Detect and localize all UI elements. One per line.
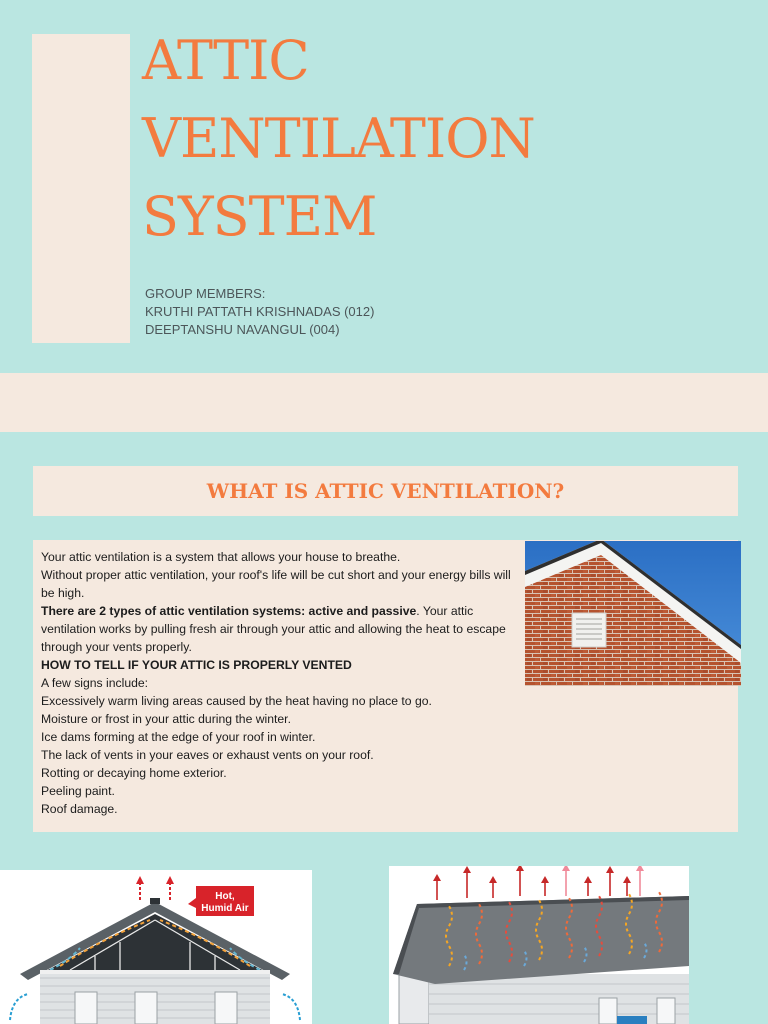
callout-line: Humid Air	[201, 903, 249, 914]
callout-line: Hot,	[215, 891, 235, 902]
heading-box	[33, 466, 738, 516]
paragraph: Your attic ventilation is a system that allows your house to breathe.	[41, 550, 401, 564]
group-members	[145, 285, 374, 339]
attic-airflow-diagram	[0, 870, 312, 1024]
subheading-text: HOW TO TELL IF YOUR ATTIC IS PROPERLY VENTED	[41, 658, 352, 672]
sign-item: The lack of vents in your eaves or exhaust vents on your roof.	[41, 748, 374, 762]
sign-item: Roof damage.	[41, 802, 118, 816]
paragraph: Without proper attic ventilation, your roof's life will be cut short and your energy bills will be high.	[41, 568, 511, 600]
paragraph	[41, 602, 526, 656]
slide-divider	[0, 373, 768, 432]
member-name: DEEPTANSHU NAVANGUL (004)	[145, 322, 340, 337]
paragraph-text: . Your attic ventilation works by pulling fresh air through your attic and allowing the heat to escape through your vents properly.	[41, 604, 506, 654]
title-line: VENTILATION	[142, 107, 535, 170]
sign-item: Moisture or frost in your attic during the winter.	[41, 712, 291, 726]
sign-item: Excessively warm living areas caused by the heat having no place to go.	[41, 694, 432, 708]
paragraph: A few signs include:	[41, 676, 149, 690]
decorative-bar	[32, 34, 130, 343]
member-name: KRUTHI PATTATH KRISHNADAS (012)	[145, 304, 375, 319]
house-vent-photo	[525, 541, 741, 686]
roof-ventilation-diagram	[389, 866, 689, 1024]
page-title	[142, 22, 535, 256]
title-slide	[0, 0, 768, 373]
members-heading: GROUP MEMBERS:	[145, 286, 266, 301]
sign-item: Peeling paint.	[41, 784, 115, 798]
title-line: SYSTEM	[142, 185, 377, 248]
sign-item: Ice dams forming at the edge of your roof in winter.	[41, 730, 316, 744]
sign-item: Rotting or decaying home exterior.	[41, 766, 227, 780]
title-line: ATTIC	[142, 29, 309, 92]
body-text	[41, 548, 526, 818]
section-heading: WHAT IS ATTIC VENTILATION?	[206, 479, 565, 503]
subheading	[41, 656, 526, 674]
bold-text: There are 2 types of attic ventilation systems: active and passive	[41, 604, 417, 618]
